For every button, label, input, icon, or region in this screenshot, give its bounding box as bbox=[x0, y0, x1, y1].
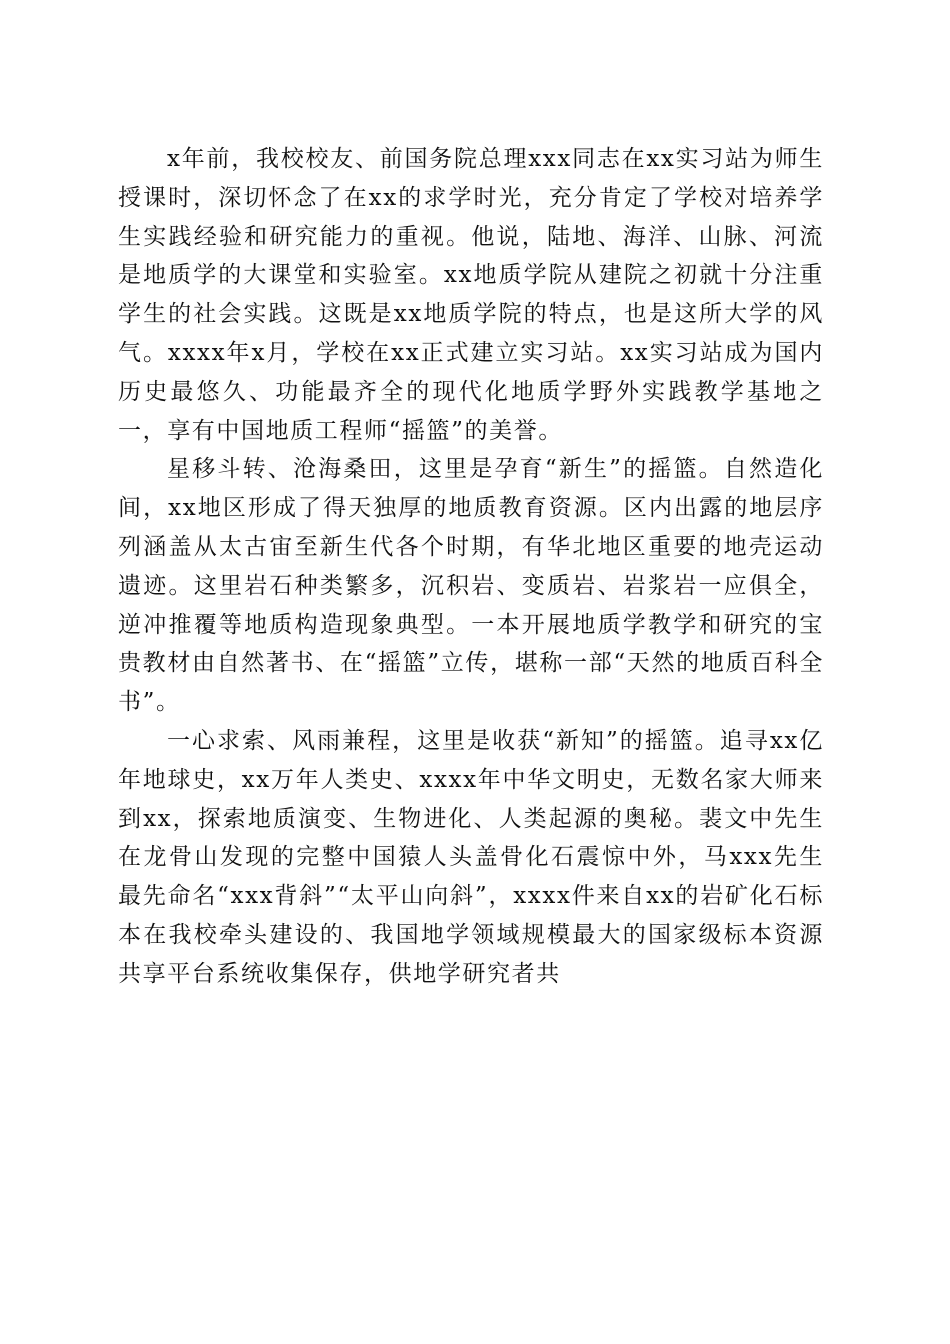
paragraph-2: 星移斗转、沧海桑田，这里是孕育“新生”的摇篮。自然造化间，xx地区形成了得天独厚的地质教育资源。区内出露的地层序列涵盖从太古宙至新生代各个时期，有华北地区重要的地壳运动遗迹。这里岩石种类繁多，沉积岩、变质岩、岩浆岩一应俱全，逆冲推覆等地质构造现象典型。一本开展地质学教学和研究的宝贵教材由自然著书、在“摇篮”立传，堪称一部“天然的地质百科全书”。 bbox=[118, 456, 824, 716]
paragraph-3: 一心求索、风雨兼程，这里是收获“新知”的摇篮。追寻xx亿年地球史，xx万年人类史、xxxx年中华文明史，无数名家大师来到xx，探索地质演变、生物进化、人类起源的奥秘。裴文中先生在龙骨山发现的完整中国猿人头盖骨化石震惊中外，马xxx先生最先命名“xxx背斜”“太平山向斜”，xxxx件来自xx的岩矿化石标本在我校牵头建设的、我国地学领域规模最大的国家级标本资源共享平台系统收集保存，供地学研究者共 bbox=[118, 727, 824, 987]
document-body bbox=[118, 140, 824, 994]
paragraph-1: x年前，我校校友、前国务院总理xxx同志在xx实习站为师生授课时，深切怀念了在xx的求学时光，充分肯定了学校对培养学生实践经验和研究能力的重视。他说，陆地、海洋、山脉、河流是地质学的大课堂和实验室。xx地质学院从建院之初就十分注重学生的社会实践。这既是xx地质学院的特点，也是这所大学的风气。xxxx年x月，学校在xx正式建立实习站。xx实习站成为国内历史最悠久、功能最齐全的现代化地质学野外实践教学基地之一，享有中国地质工程师“摇篮”的美誉。 bbox=[118, 146, 824, 444]
